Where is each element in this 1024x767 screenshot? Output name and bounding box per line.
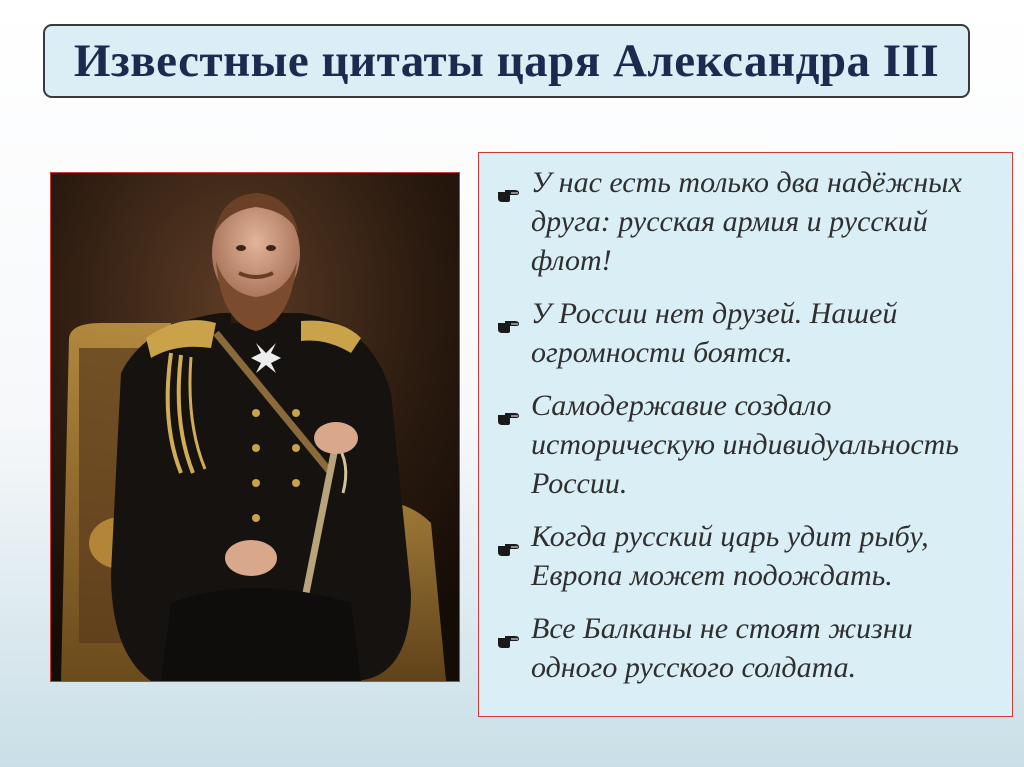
quote-item xyxy=(497,609,996,687)
quote-text: У России нет друзей. Нашей огромности боятся. xyxy=(531,297,898,369)
title-box xyxy=(43,24,970,98)
quote-item xyxy=(497,386,996,503)
pointing-hand-icon xyxy=(497,609,531,660)
quote-item xyxy=(497,517,996,595)
quotes-box xyxy=(478,152,1013,717)
quote-text: Все Балканы не стоят жизни одного русского солдата. xyxy=(531,612,913,684)
quote-item xyxy=(497,294,996,372)
pointing-hand-icon xyxy=(497,163,531,214)
pointing-hand-icon xyxy=(497,386,531,437)
quote-text: У нас есть только два надёжных друга: русская армия и русский флот! xyxy=(531,166,962,277)
pointing-hand-icon xyxy=(497,517,531,568)
portrait-image xyxy=(50,172,460,682)
portrait-painting xyxy=(51,173,459,681)
slide-title: Известные цитаты царя Александра III xyxy=(73,35,940,87)
pointing-hand-icon xyxy=(497,294,531,345)
quote-text: Самодержавие создало историческую индивидуальность России. xyxy=(531,389,959,500)
quote-text: Когда русский царь удит рыбу, Европа может подождать. xyxy=(531,520,929,592)
quote-item xyxy=(497,163,996,280)
